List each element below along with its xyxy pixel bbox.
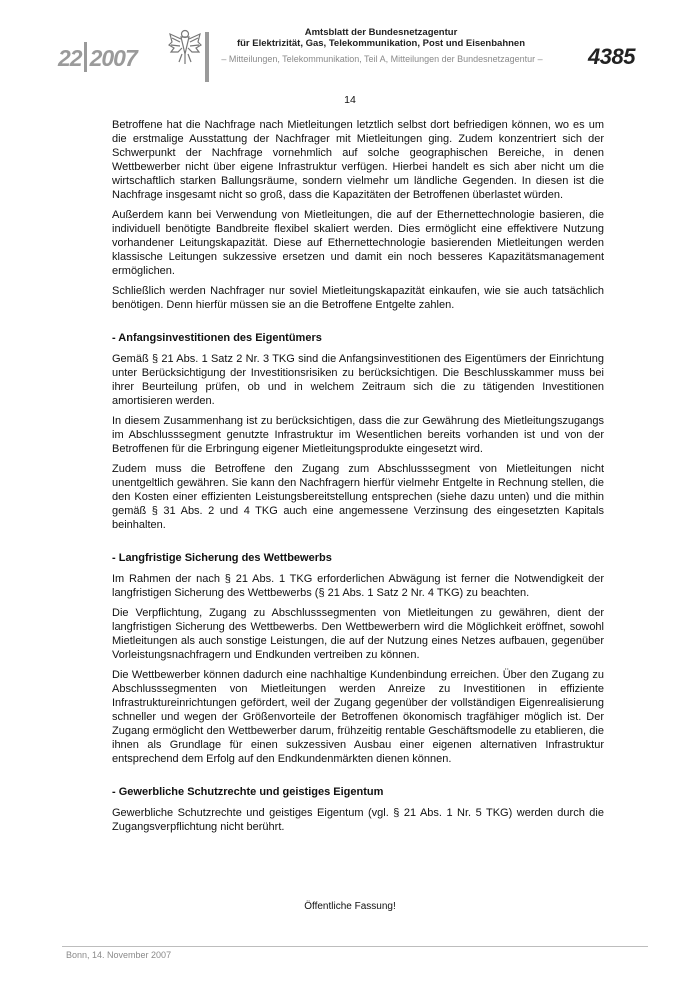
section-heading: - Gewerbliche Schutzrechte und geistiges Eigentum (112, 786, 384, 798)
paragraph: Die Wettbewerber können dadurch eine nachhaltige Kundenbindung erreichen. Über den Zugang zu Abschlusssegmenten von Mietleitungen werden Anreize zu Investitionen in effiziente Infrastruktureinrichtungen gefördert, weil der Zugang gegenüber der vollständigen Eigenrealisierung schneller und wegen der Größenvorteile der Betroffenen ökonomisch tragfähiger möglich ist. Der Zugang ermöglicht den Wettbewerber darum, frühzeitig rentable Geschäftsmodelle zu etablieren, die ihnen als Grundlage für einen sukzessiven Ausbau einer eigenen alternativen Infrastruktur entsprechend dem Erfolg auf den Endkundenmärkten dienen können. (112, 669, 604, 765)
paragraph: Die Verpflichtung, Zugang zu Abschlusssegmenten von Mietleitungen zu gewähren, dient der langfristigen Sicherung des Wettbewerbs. Den Wettbewerbern wird die Möglichkeit eröffnet, sowohl Mietleitungen als auch sonstige Leistungen, die auf der Nutzung eines Netzes aufbauen, gegenüber Vorleistungsnachfragern und Endkunden vertreiben zu können. (112, 607, 604, 661)
header-divider (205, 32, 209, 82)
paragraph: Zudem muss die Betroffene den Zugang zum Abschlusssegment von Mietleitungen nicht unentgeltlich gewähren. Sie kann den Nachfragern hierfür vielmehr Entgelte in Rechnung stellen, die den Kosten einer effizienten Leistungsbereitstellung entsprechen (siehe dazu unten) und die mithin gemäß § 31 Abs. 2 und 4 TKG auch eine angemessene Verzinsung des eingesetzten Kapitals beinhalten. (112, 463, 604, 531)
footer-divider (62, 946, 648, 947)
issue-number: 22 (58, 45, 82, 71)
section-heading: - Anfangsinvestitionen des Eigentümers (112, 332, 322, 344)
gazette-title (212, 27, 550, 49)
federal-eagle-icon (168, 28, 202, 68)
paragraph: Außerdem kann bei Verwendung von Mietleitungen, die auf der Ethernettechnologie basieren, die individuell benötigte Bandbreite flexibel skaliert werden. Dies ermöglicht eine effektivere Nutzung vorhandener Leitungskapazität. Diese auf Ethernettechnologie basierenden Mietleitungen werden klassische Leitungen sukzessive ersetzen und damit ein noch besseres Kapazitätsmanagement ermöglichen. (112, 209, 604, 277)
public-version-note: Öffentliche Fassung! (304, 901, 396, 912)
issue-year: 2007 (89, 45, 137, 71)
gazette-title-line2: für Elektrizität, Gas, Telekommunikation, Post und Eisenbahnen (236, 38, 526, 49)
document-body (112, 118, 604, 840)
document-page-number: 14 (344, 94, 356, 106)
paragraph: Gemäß § 21 Abs. 1 Satz 2 Nr. 3 TKG sind die Anfangsinvestitionen des Eigentümers der Einrichtung unter Berücksichtigung der Investitionsrisiken zu berücksichtigen. Die Beschlusskammer muss bei ihrer Beurteilung prüfen, ob und in welchem Zeitraum sich die zu tätigenden Investitionen amortisieren werden. (112, 353, 604, 407)
paragraph: In diesem Zusammenhang ist zu berücksichtigen, dass die zur Gewährung des Mietleitungszugangs im Abschlusssegment genutzte Infrastruktur im Wesentlichen bereits vorhanden ist und von der Betroffenen für die Erbringung eigener Mietleitungsprodukte eingesetzt wird. (112, 415, 604, 455)
paragraph: Betroffene hat die Nachfrage nach Mietleitungen letztlich selbst dort befriedigen können, wo es um die erstmalige Ausstattung der Nachfrager mit Mietleitungen ging. Zudem konzentriert sich der Schwerpunkt der Nachfrage vornehmlich auf solche geographischen Bereiche, in denen Wettbewerber nicht über eigene Infrastruktur verfügen. Hierbei handelt es sich aber nicht um die wirtschaftlich starken Ballungsräume, sondern vielmehr um ländliche Gegenden. In diesen ist die Nachfrage insgesamt nicht so groß, dass die Kapazitäten der Betroffenen überlastet würden. (112, 119, 604, 201)
paragraph: Gewerbliche Schutzrechte und geistiges Eigentum (vgl. § 21 Abs. 1 Nr. 5 TKG) werden durch die Zugangsverpflichtung nicht berührt. (112, 807, 604, 833)
section-heading: - Langfristige Sicherung des Wettbewerbs (112, 552, 332, 564)
footer-date: Bonn, 14. November 2007 (66, 950, 172, 960)
paragraph: Schließlich werden Nachfrager nur soviel Mietleitungskapazität einkaufen, wie sie auch tatsächlich benötigen. Denn hierfür müssen sie an die Betroffene Entgelte zahlen. (112, 285, 604, 311)
gazette-subtitle: – Mitteilungen, Telekommunikation, Teil A, Mitteilungen der Bundesnetzagentur – (221, 54, 543, 64)
gazette-title-line1: Amtsblatt der Bundesnetzagentur (304, 27, 458, 38)
issue-label (58, 42, 137, 72)
paragraph: Im Rahmen der nach § 21 Abs. 1 TKG erforderlichen Abwägung ist ferner die Notwendigkeit der langfristigen Sicherung des Wettbewerbs (§ 21 Abs. 1 Satz 2 Nr. 4 TKG) zu beachten. (112, 573, 604, 599)
issue-separator (84, 42, 87, 72)
gazette-page-number: 4385 (588, 44, 635, 69)
